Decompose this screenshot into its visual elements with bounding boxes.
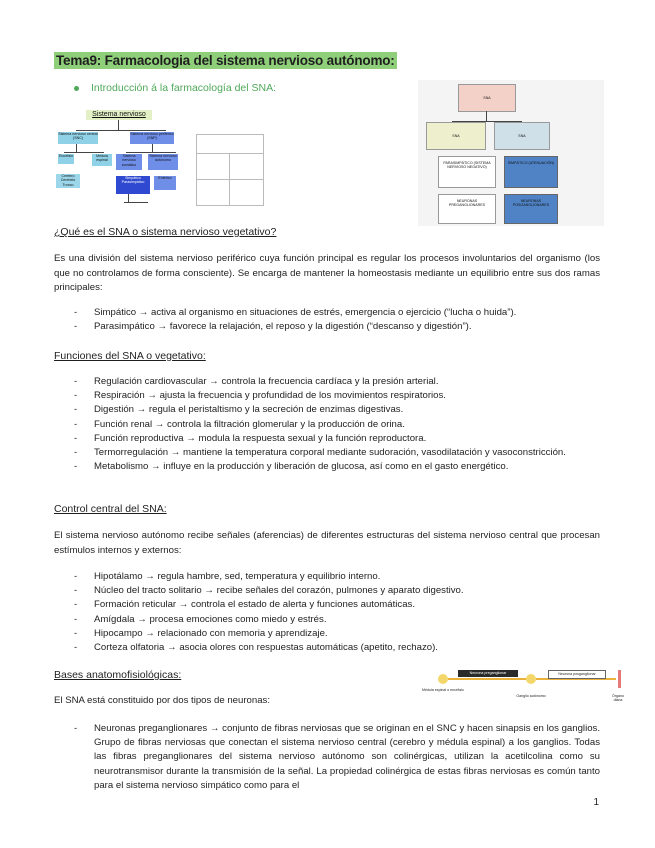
target-label: Órgano diana — [612, 694, 624, 702]
sna-hierarchy-diagram — [418, 80, 604, 226]
list-item: - Respiración → ajusta la frecuencia y profundidad de los movimientos respiratorios. — [74, 389, 600, 403]
hierarchy-box-posganglionares: NEURONAS POSGANGLIONARES — [504, 194, 558, 224]
intro-bullet — [74, 82, 276, 94]
section-heading-funciones: Funciones del SNA o vegetativo: — [54, 350, 206, 362]
hierarchy-box-preganglionares: NEURONAS PREGANGLIONARES — [438, 194, 496, 224]
diagram-box-snp: Sistema nervioso periférico (SNP) — [130, 132, 174, 144]
list-item: - Función renal → controla la filtración glomerular y la producción de orina. — [74, 418, 600, 432]
target-organ-icon — [618, 670, 621, 688]
section-heading-que-es-sna: ¿Qué es el SNA o sistema nervioso vegetativo? — [54, 226, 277, 238]
diagram-box-autonomo: Sistema nervioso autónomo — [148, 154, 178, 170]
diagram-box-medula: Médula espinal — [92, 154, 112, 166]
list-item: - Función reproductiva → modula la respuesta sexual y la función reproductora. — [74, 432, 600, 446]
neuron-diagram — [420, 668, 628, 708]
post-label: Neurona posganglionar — [548, 670, 606, 679]
list-ramas-sna — [74, 306, 600, 334]
diagram-box-cerebro: Cerebro Cerebelo Tronco — [56, 174, 80, 188]
diagram-table-sketch — [196, 134, 264, 206]
nervous-system-diagram — [56, 108, 266, 208]
list-item: - Hipotálamo → regula hambre, sed, temperatura y equilibrio interno. — [74, 570, 600, 584]
hierarchy-box-simpatico: SIMPÁTICO (ATENUACIÓN) — [504, 156, 558, 188]
page-number: 1 — [593, 797, 599, 808]
hierarchy-right: SNA — [494, 122, 550, 150]
diagram-header: Sistema nervioso — [86, 110, 152, 120]
list-item: - Hipocampo → relacionado con memoria y aprendizaje. — [74, 627, 600, 641]
diagram-box-snc: Sistema nervioso central (SNC) — [58, 132, 98, 144]
section-paragraph-que-es-sna: Es una división del sistema nervioso periférico cuya función principal es regular los procesos involuntarios del organismo (los que no controlamos de forma consciente). Se encarga de mantener la homeostasis mediante un equilibrio entre sus dos ramas principales: — [54, 253, 600, 294]
list-item: - Simpático → activa al organismo en situaciones de estrés, emergencia o ejercicio (“lucha o huida”). — [74, 306, 600, 320]
list-item: - Formación reticular → controla el estado de alerta y funciones automáticas. — [74, 598, 600, 612]
list-item: - Núcleo del tracto solitario → recibe señales del corazón, pulmones y aparato digestivo. — [74, 584, 600, 598]
list-item: - Parasimpático → favorece la relajación, el reposo y la digestión (“descanso y digestión”). — [74, 320, 600, 334]
list-item: - Corteza olfatoria → asocia olores con respuestas automáticas (apetito, rechazo). — [74, 641, 600, 655]
list-neuronas — [74, 722, 600, 793]
origin-label: Médula espinal o encéfalo — [422, 688, 464, 692]
list-item: - Termorregulación → mantiene la temperatura corporal mediante sudoración, vasodilatación y vasoconstricción. — [74, 446, 600, 460]
neuron-cell-icon — [438, 674, 448, 684]
diagram-box-encefalo: Encéfalo — [58, 154, 74, 164]
diagram-box-simp-parasimp: Simpático Parasimpático — [116, 176, 150, 194]
page-title: Tema9: Farmacologia del sistema nervioso autónomo: — [56, 53, 395, 68]
section-paragraph-bases: El SNA está constituido por dos tipos de neuronas: — [54, 695, 270, 706]
hierarchy-top: SNA — [458, 84, 516, 112]
section-heading-control-central: Control central del SNA: — [54, 503, 167, 515]
diagram-box-somatico: Sistema nervioso somático — [116, 154, 142, 170]
section-paragraph-control-central: El sistema nervioso autónomo recibe señales (aferencias) de diferentes estructuras del sistema nervioso central que procesan estímulos internos y externos: — [54, 530, 600, 556]
list-item: - Amígdala → procesa emociones como miedo y estrés. — [74, 613, 600, 627]
section-heading-bases: Bases anatomofisiológicas: — [54, 669, 182, 681]
list-control-central — [74, 570, 600, 655]
ganglion-cell-icon — [526, 674, 536, 684]
diagram-box-enterico: Entérico — [154, 176, 176, 190]
list-item: - Regulación cardiovascular → controla la frecuencia cardíaca y la presión arterial. — [74, 375, 600, 389]
pre-label: Neurona preganglionar — [458, 670, 518, 677]
hierarchy-box-parasimpatico: PARASIMPÁTICO (SISTEMA NERVIOSO NEGATIVO) — [438, 156, 496, 188]
ganglion-label: Ganglio autónomo — [516, 694, 546, 698]
bullet-dot-icon — [74, 86, 79, 91]
list-item: - Neuronas preganglionares → conjunto de fibras nerviosas que se originan en el SNC y hacen sinapsis en los ganglios. Grupo de fibras nerviosas que conectan el sistema nervioso central (cerebro y médula espinal) a los ganglios. Todas las fibras preganglionares del sistema nervioso autónomo son colinérgicas, utilizan la acetilcolina como su neurotransmisor durante la transmisión de la señal. La propiedad colinérgica de estas fibras nerviosas es común tanto para el sistema nervioso simpático como para el — [74, 722, 600, 793]
intro-text: Introducción á la farmacología del SNA: — [91, 82, 277, 94]
list-funciones — [74, 375, 600, 474]
list-item: - Metabolismo → influye en la producción y liberación de glucosa, así como en el gasto energético. — [74, 460, 600, 474]
hierarchy-left: SNA — [426, 122, 486, 150]
list-item: - Digestión → regula el peristaltismo y la secreción de enzimas digestivas. — [74, 403, 600, 417]
